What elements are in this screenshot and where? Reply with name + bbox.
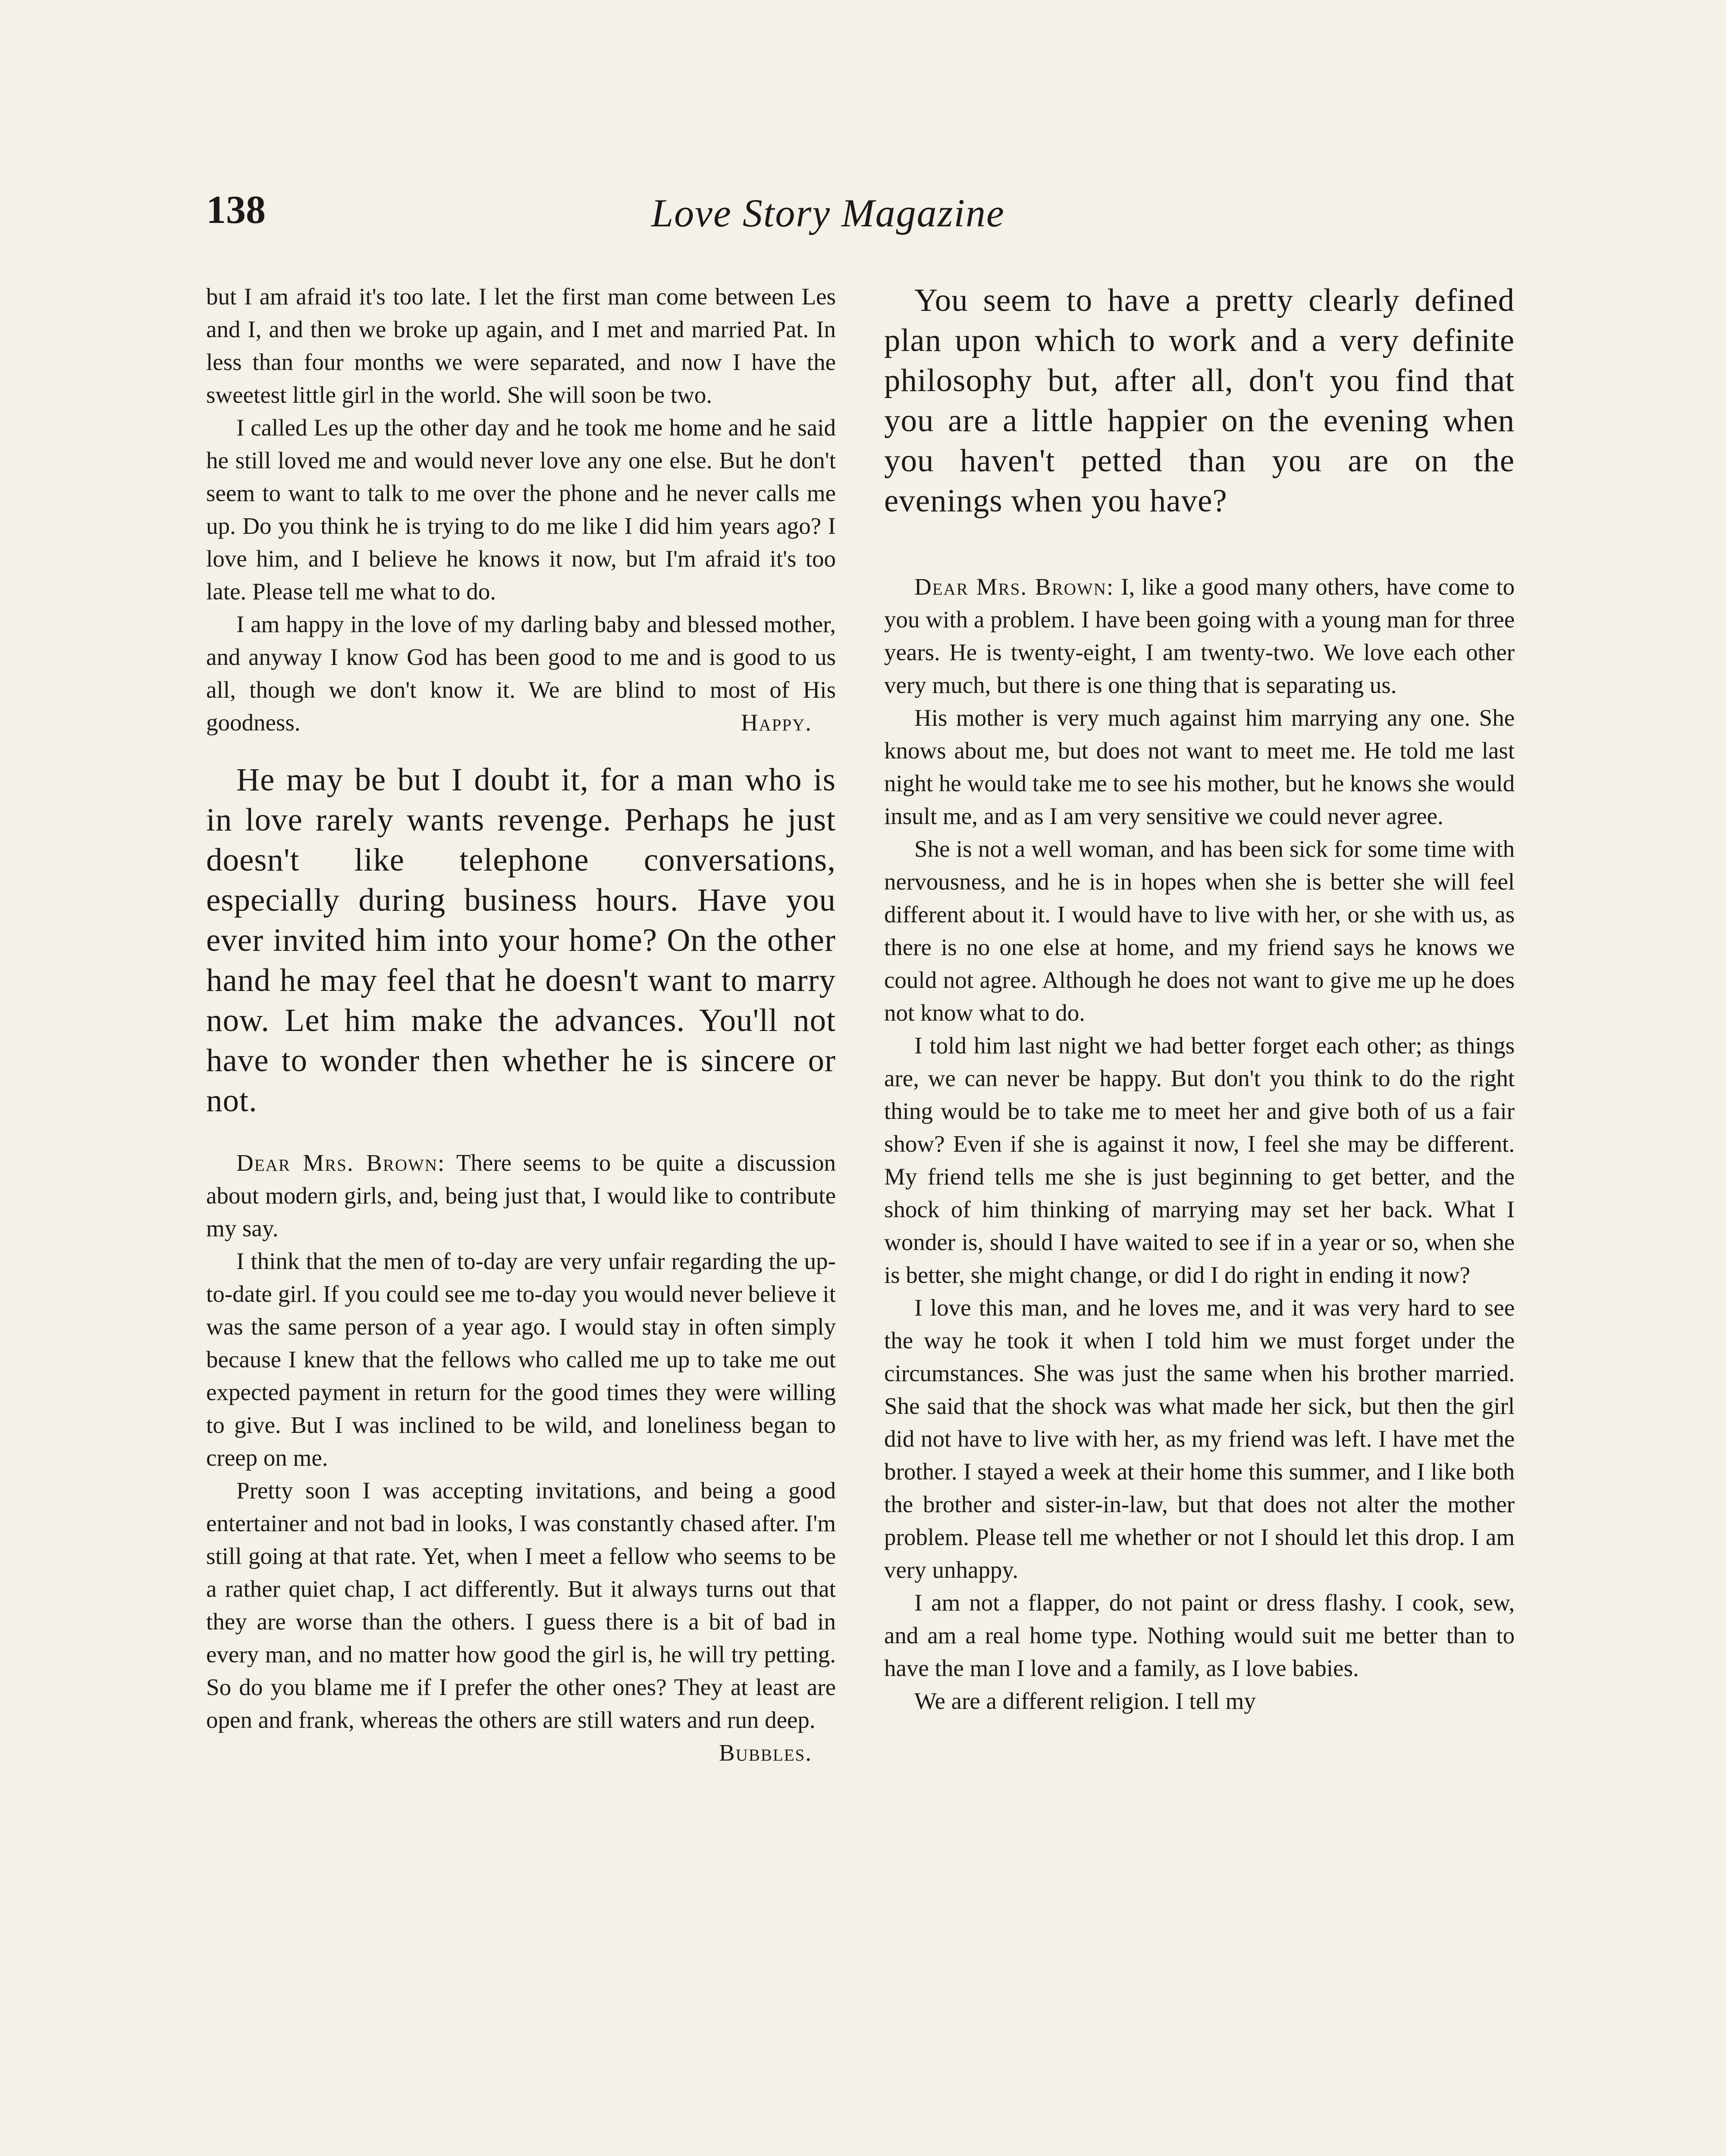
letter-paragraph [206,608,836,739]
letter-dear-mrs-brown [884,570,1515,1717]
reply-text: He may be but I doubt it, for a man who is in love rarely wants revenge. Perhaps he just doesn't like telephone conversations, especially during business hours. Have you ever invited him into your home? On the other hand he may feel that he doesn't want to marry now. Let him make the advances. You'll not have to wonder then whether he is sincere or not. [206,762,836,1119]
letter-signature: Bubbles. [719,1739,812,1766]
letter-greeting: Dear Mrs. Brown: [914,573,1114,600]
letter-paragraph [206,1147,836,1245]
magazine-title: Love Story Magazine [651,191,1005,235]
letter-paragraph [206,1474,836,1766]
letter-paragraph: His mother is very much against him marrying any one. She knows about me, but does not want to meet me. He told me last night he would take me to see his mother, but he knows she would insult me, and as I am very sensitive we could never agree. [884,705,1515,829]
letter-opening: I, like a good many others, have come to you with a problem. I have been going with a young man for three years. He is twenty-eight, I am twenty-two. We love each other very much, but there is one thing that is separating us. [884,573,1515,698]
letter-paragraph: I am not a flapper, do not paint or dress flashy. I cook, sew, and am a real home type. Nothing would suit me better than to have the man I love and a family, as I love babies. [884,1589,1515,1681]
letter-bubbles [206,1147,836,1766]
letter-paragraph-text: Pretty soon I was accepting invitations, and being a good entertainer and not bad in looks, I was constantly chased after. I'm still going at that rate. Yet, when I meet a fellow who seems to be a rather quiet chap, I act differently. But it always turns out that they are worse than the others. I guess there is a bit of bad in every man, and no matter how good the girl is, he will try petting. So do you blame me if I prefer the other ones? They at least are open and frank, whereas the others are still waters and run deep. [206,1477,836,1733]
letter-paragraph-text: I am happy in the love of my darling baby and blessed mother, and anyway I know God has been good to me and is good to us all, though we don't know it. We are blind to most of His goodness. [206,611,836,736]
page-number: 138 [206,188,266,232]
letter-paragraph: I told him last night we had better forget each other; as things are, we can never be happy. But don't you think to do the right thing would be to take me to meet her and give both of us a fair show? Even if she is against it now, I feel she may be different. My friend tells me she is just beginning to get better, and the shock of him thinking of marrying may set her back. What I wonder is, should I have waited to see if in a year or so, when she is better, she might change, or did I do right in ending it now? [884,1032,1515,1288]
letter-paragraph: I love this man, and he loves me, and it was very hard to see the way he took it when I told him we must forget under the circumstances. She was just the same when his brother married. She said that the shock was what made her sick, but then the girl did not have to live with her, as my friend was left. I have met the brother. I stayed a week at their home this summer, and I like both the brother and sister-in-law, but that does not alter the mother problem. Please tell me whether or not I should let this drop. I am very unhappy. [884,1294,1515,1583]
letter-paragraph: We are a different religion. I tell my [914,1688,1256,1714]
reply-text: You seem to have a pretty clearly defined plan upon which to work and a very definite philosophy but, after all, don't you find that you are a little happier on the evening when you haven't petted than you are on the evenings when you have? [884,282,1515,519]
editor-reply [206,760,836,1121]
letter-happy [206,280,836,739]
letter-paragraph: I called Les up the other day and he took me home and he said he still loved me and would never love any one else. But he don't seem to want to talk to me over the phone and he never calls me up. Do you think he is trying to do me like I did him years ago? I love him, and I believe he knows it now, but I'm afraid it's too late. Please tell me what to do. [206,414,836,605]
right-column [884,280,1515,1717]
letter-paragraph: I think that the men of to-day are very unfair regarding the up-to-date girl. If you could see me to-day you would never believe it was the same person of a year ago. I would stay in often simply because I knew that the fellows who called me up to take me out expected payment in return for the good times they were willing to give. But I was inclined to be wild, and loneliness began to creep on me. [206,1248,836,1471]
letter-paragraph: She is not a well woman, and has been sick for some time with nervousness, and he is in hopes when she is better she will feel different about it. I would have to live with her, or she with us, as there is no one else at home, and my friend says he knows we could not agree. Although he does not want to give me up he does not know what to do. [884,836,1515,1026]
letter-paragraph: but I am afraid it's too late. I let the first man come between Les and I, and then we broke up again, and I met and married Pat. In less than four months we were separated, and now I have the sweetest little girl in the world. She will soon be two. [206,283,836,408]
editor-reply [884,280,1515,521]
letter-signature: Happy. [741,709,812,736]
letter-paragraph [884,570,1515,702]
left-column [206,280,836,1769]
letter-opening: There seems to be quite a discussion about modern girls, and, being just that, I would like to contribute my say. [206,1150,836,1241]
letter-greeting: Dear Mrs. Brown: [236,1150,446,1176]
